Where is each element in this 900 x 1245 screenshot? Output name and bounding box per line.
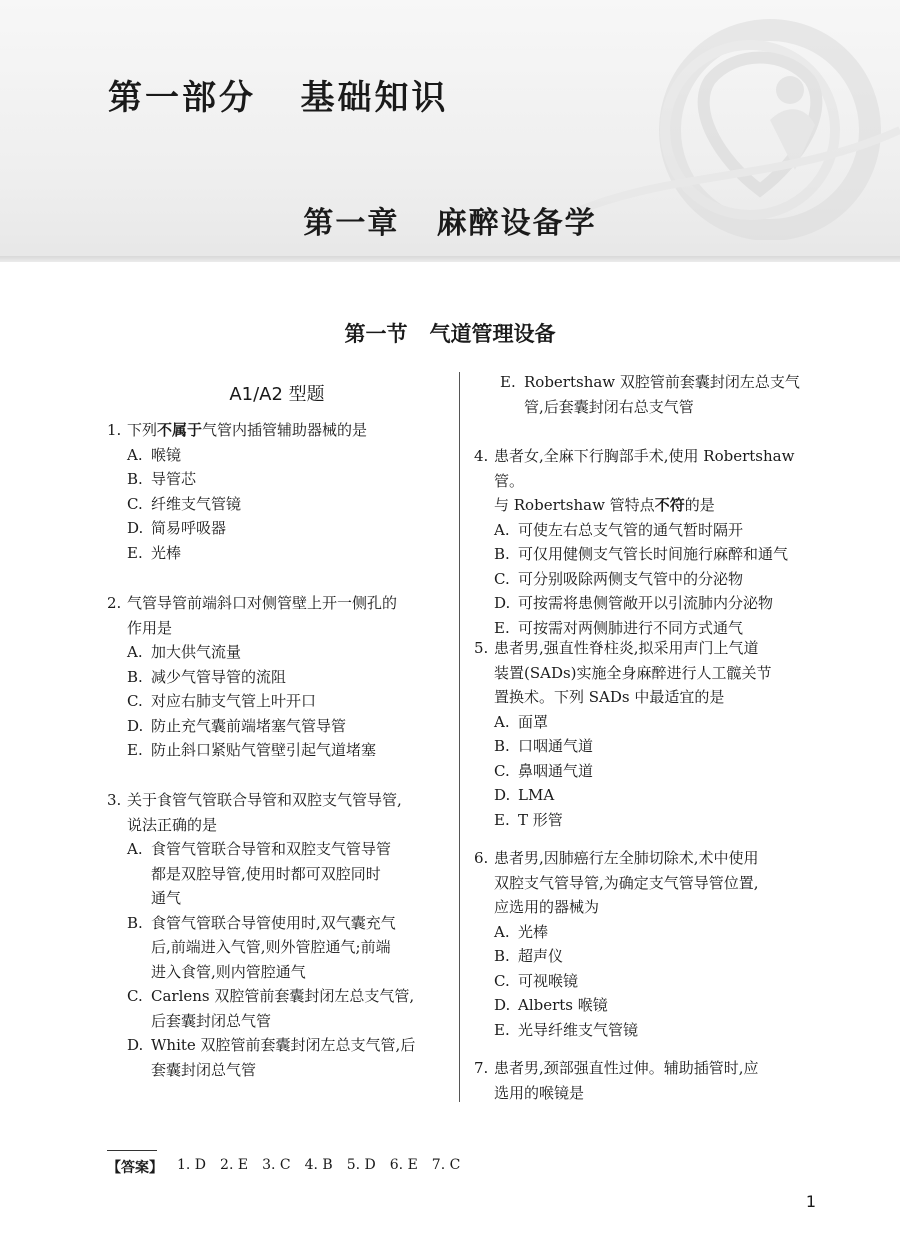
question-3-continued: E. Robertshaw 双腔管前套囊封闭左总支气 管,后套囊封闭右总支气管 bbox=[474, 370, 820, 419]
option-c: C. 纤维支气管镜 bbox=[127, 494, 242, 513]
option-d: D. White 双腔管前套囊封闭左总支气管,后 bbox=[127, 1036, 416, 1054]
option-e: E. 可按需对两侧肺进行不同方式通气 bbox=[494, 618, 744, 637]
answer-key bbox=[107, 1157, 460, 1177]
option-c: C. 鼻咽通气道 bbox=[494, 761, 594, 780]
question-7: 7. 患者男,颈部强直性过伸。辅助插管时,应 选用的喉镜是 bbox=[474, 1056, 820, 1105]
option-e: E. T 形管 bbox=[494, 810, 563, 829]
column-divider bbox=[459, 372, 460, 1102]
question-5: 5. 患者男,强直性脊柱炎,拟采用声门上气道 装置(SADs)实施全身麻醉进行人工髋关节 置换术。下列 SADs 中最适宜的是 A. 面罩 B. 口咽通气道 C. 鼻咽通气道 D. LMA E. T 形管 bbox=[474, 636, 820, 832]
section-title: 第一节 气道管理设备 bbox=[344, 321, 556, 346]
question-4: 4. 患者女,全麻下行胸部手术,使用 Robertshaw 管。 与 Robertshaw 管特点不符的是 A. 可使左右总支气管的通气暂时隔开 B. 可仅用健侧支气管长时间施行麻醉和通气 C. 可分别吸除两侧支气管中的分泌物 D. 可按需将患侧管敞开以引流肺内分泌物 E. 可按需对两侧肺进行不同方式通气 bbox=[474, 444, 820, 640]
option-a: A. 光棒 bbox=[494, 922, 549, 941]
question-1 bbox=[107, 418, 447, 565]
answer-item: 2. E bbox=[220, 1157, 249, 1173]
option-a: A. 可使左右总支气管的通气暂时隔开 bbox=[494, 520, 744, 539]
question-stem: 关于食管气管联合导管和双腔支气管导管, bbox=[127, 791, 402, 809]
option-b: B. 超声仪 bbox=[494, 947, 564, 965]
option-c: C. Carlens 双腔管前套囊封闭左总支气管, bbox=[127, 987, 415, 1005]
question-stem: 气管导管前端斜口对侧管壁上开一侧孔的 bbox=[127, 594, 398, 612]
part-title: 第一部分 基础知识 bbox=[108, 78, 449, 118]
option-e: E. Robertshaw 双腔管前套囊封闭左总支气 bbox=[500, 373, 800, 391]
option-c: C. 可分别吸除两侧支气管中的分泌物 bbox=[494, 569, 744, 588]
option-c: C. 可视喉镜 bbox=[494, 971, 579, 990]
option-c: C. 对应右肺支气管上叶开口 bbox=[127, 692, 317, 710]
option-a: A. 喉镜 bbox=[127, 445, 182, 464]
answer-rule bbox=[107, 1150, 157, 1151]
option-e: E. 防止斜口紧贴气管壁引起气道堵塞 bbox=[127, 741, 377, 759]
option-e: E. 光棒 bbox=[127, 543, 182, 562]
answer-item: 7. C bbox=[431, 1157, 461, 1173]
option-e: E. 光导纤维支气管镜 bbox=[494, 1020, 639, 1039]
answer-item: 1. D bbox=[177, 1157, 207, 1173]
option-d: D. 简易呼吸器 bbox=[127, 519, 227, 537]
option-d: D. Alberts 喉镜 bbox=[494, 996, 608, 1014]
question-stem: 患者男,强直性脊柱炎,拟采用声门上气道 bbox=[494, 639, 759, 657]
question-6: 6. 患者男,因肺癌行左全肺切除术,术中使用 双腔支气管导管,为确定支气管导管位置, 应选用的器械为 A. 光棒 B. 超声仪 C. 可视喉镜 D. Alberts 喉镜 E. 光导纤维支气管镜 bbox=[474, 846, 820, 1042]
question-stem: 患者男,颈部强直性过伸。辅助插管时,应 bbox=[494, 1059, 759, 1077]
question-2: 2. 气管导管前端斜口对侧管壁上开一侧孔的 作用是 A. 加大供气流量 B. 减少气管导管的流阻 C. 对应右肺支气管上叶开口 D. 防止充气囊前端堵塞气管导管 E. 防止斜口紧贴气管壁引起气道堵塞 bbox=[107, 591, 447, 763]
answer-item: 5. D bbox=[346, 1157, 376, 1173]
option-b: B. 食管气管联合导管使用时,双气囊充气 bbox=[127, 913, 396, 932]
option-b: B. 可仅用健侧支气管长时间施行麻醉和通气 bbox=[494, 545, 789, 563]
option-b: B. 导管芯 bbox=[127, 470, 197, 488]
option-d: D. 可按需将患侧管敞开以引流肺内分泌物 bbox=[494, 594, 774, 612]
question-stem: 患者男,因肺癌行左全肺切除术,术中使用 bbox=[494, 849, 759, 867]
chapter-title: 第一章 麻醉设备学 bbox=[303, 206, 597, 241]
question-stem: 下列不属于气管内插管辅助器械的是 bbox=[127, 421, 368, 439]
option-a: A. 食管气管联合导管和双腔支气管导管 bbox=[127, 840, 392, 858]
answer-item: 4. B bbox=[304, 1157, 333, 1173]
answer-label: 【答案】 bbox=[107, 1160, 163, 1176]
answer-item: 3. C bbox=[262, 1157, 291, 1173]
question-type-heading: A1/A2 型题 bbox=[229, 384, 325, 405]
option-a: A. 加大供气流量 bbox=[127, 643, 242, 661]
page-number: 1 bbox=[805, 1192, 816, 1211]
option-a: A. 面罩 bbox=[494, 712, 549, 731]
option-d: D. 防止充气囊前端堵塞气管导管 bbox=[127, 716, 347, 735]
question-number: 1. bbox=[107, 421, 122, 439]
question-3: 3. 关于食管气管联合导管和双腔支气管导管, 说法正确的是 A. 食管气管联合导管和双腔支气管导管 都是双腔导管,使用时都可双腔同时 通气 B. 食管气管联合导管使用时,双气囊充气 后,前端进入气管,则外管腔通气;前端 进入食管,则内管腔通气 C. Carlens 双腔管前套囊封闭左总支气管, 后套囊封闭总气管 D. White 双腔管前套囊封闭左总支气管,后 套囊封闭总气管 bbox=[107, 788, 447, 1082]
header-bottom-line bbox=[0, 256, 900, 262]
option-d: D. LMA bbox=[494, 786, 555, 804]
option-b: B. 减少气管导管的流阻 bbox=[127, 667, 287, 686]
option-b: B. 口咽通气道 bbox=[494, 737, 594, 755]
question-stem: 患者女,全麻下行胸部手术,使用 Robertshaw 管。 bbox=[494, 447, 795, 490]
answer-item: 6. E bbox=[389, 1157, 418, 1173]
